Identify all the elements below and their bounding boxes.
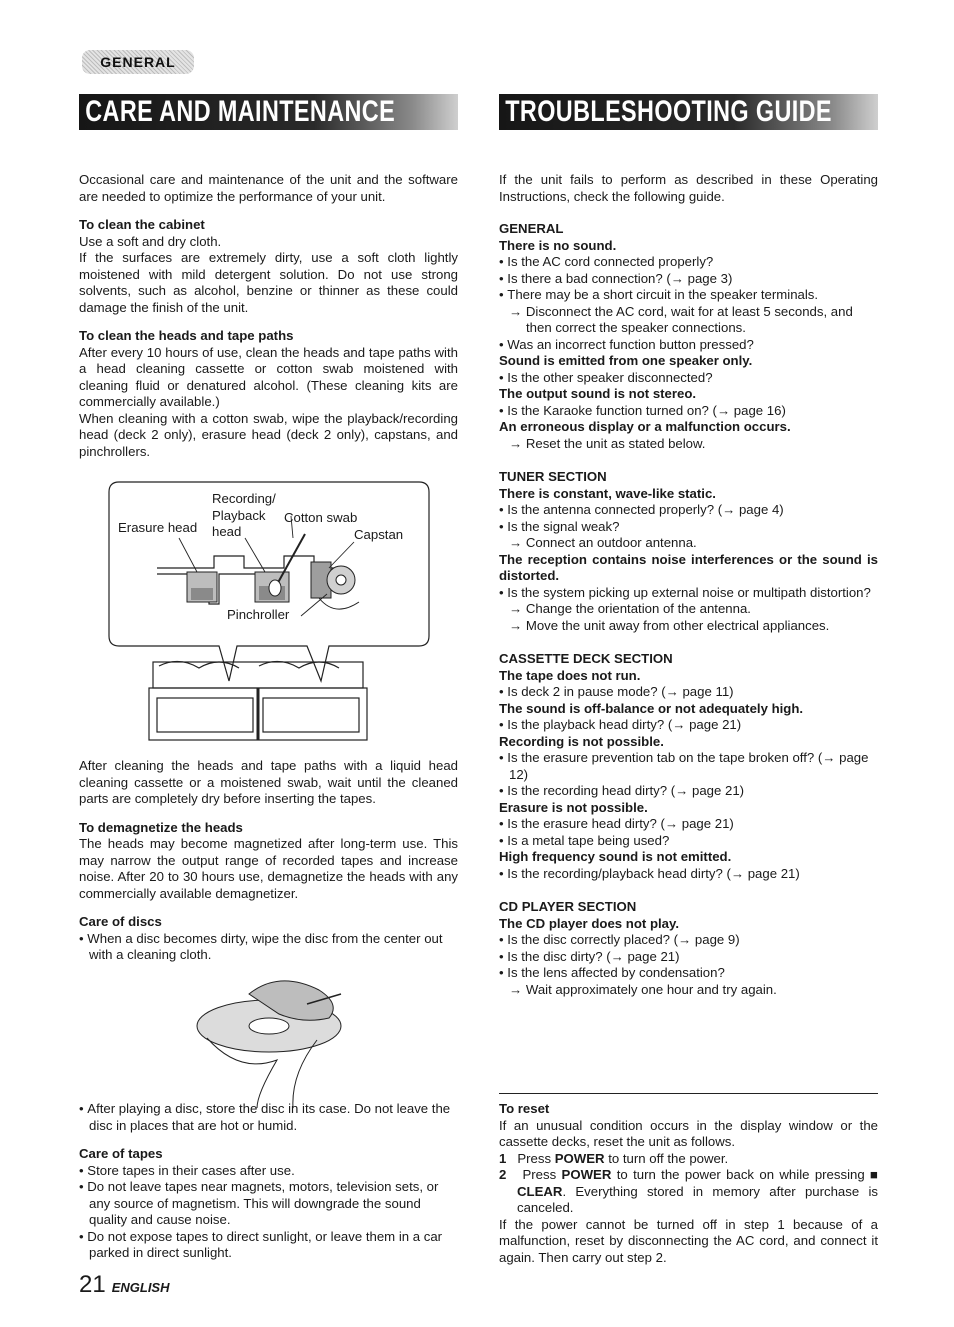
section-tag [82, 50, 194, 74]
general-heading: GENERAL [499, 221, 564, 236]
reset-step-1-pre: Press [517, 1150, 555, 1166]
no-sound-bullet-4: • Was an incorrect function button pressed? [499, 337, 878, 354]
no-sound-heading: There is no sound. [499, 237, 617, 253]
reset-step-1-power: POWER [554, 1150, 605, 1166]
erasure-bullet-1: • Is the erasure head dirty? (→ page 21) [499, 816, 878, 833]
cd-not-play-heading: The CD player does not play. [499, 915, 680, 931]
head-cleaning-illustration [79, 476, 458, 754]
reset-heading: To reset [499, 1101, 550, 1116]
reset-step-2-power: POWER [561, 1167, 612, 1182]
reset-step-1-number: 1 [499, 1150, 507, 1166]
one-speaker-heading: Sound is emitted from one speaker only. [499, 353, 753, 368]
one-speaker-bullet-1: • Is the other speaker disconnected? [499, 370, 878, 387]
page-number: 21 [79, 1271, 106, 1298]
disc-graphic [79, 974, 458, 1108]
care-column [79, 172, 458, 1108]
discs-heading: Care of discs [79, 914, 162, 929]
label-capstan: Capstan [354, 527, 404, 542]
interference-action-1: → Change the orientation of the antenna. [499, 601, 878, 618]
cabinet-heading: To clean the cabinet [79, 217, 205, 232]
discs-bullet-2: • After playing a disc, store the disc in its case. Do not leave the disc in places that are hot or humid. [79, 1101, 458, 1134]
reset-step-2-pre: Press [522, 1167, 562, 1182]
page-footer [79, 1270, 170, 1300]
tape-not-run-heading: The tape does not run. [499, 667, 641, 683]
heads-text-1: After every 10 hours of use, clean the heads and tape paths with a head cleaning cassette or cotton swab moistened with cleaning fluid or denatured alcohol. (These cleaning kits are commercially available.) [79, 344, 458, 409]
erroneous-action-1: → Reset the unit as stated below. [499, 436, 878, 453]
troubleshooting-banner [499, 94, 878, 130]
reset-step-2-number: 2 [499, 1167, 507, 1182]
care-column-bottom [79, 1101, 458, 1262]
erroneous-heading: An erroneous display or a malfunction occurs. [499, 419, 791, 434]
language-label: ENGLISH [111, 1280, 170, 1295]
interference-heading: The reception contains noise interferences or the sound is distorted. [499, 551, 878, 583]
recording-heading: Recording is not possible. [499, 733, 664, 749]
no-sound-action-1: → Disconnect the AC cord, wait for at least 5 seconds, and then correct the speaker connections. [499, 304, 878, 337]
heads-heading: To clean the heads and tape paths [79, 328, 294, 343]
interference-action-2: → Move the unit away from other electrical appliances. [499, 618, 878, 635]
demagnetize-text: The heads may become magnetized after long-term use. This may narrow the output range of recorded tapes and increase noise. After 20 to 30 hours use, demagnetize the heads with any commercially available demagnetizer. [79, 836, 458, 901]
label-erasure-head: Erasure head [118, 520, 198, 535]
label-head: head [212, 524, 242, 539]
cassette-heading: CASSETTE DECK SECTION [499, 651, 673, 666]
not-stereo-bullet-1: • Is the Karaoke function turned on? (→ page 16) [499, 403, 878, 420]
static-heading: There is constant, wave-like static. [499, 485, 716, 501]
offbalance-heading: The sound is off-balance or not adequately high. [499, 700, 804, 716]
recording-bullet-2: • Is the recording head dirty? (→ page 21) [499, 783, 878, 800]
discs-bullet-1: • When a disc becomes dirty, wipe the disc from the center out with a cleaning cloth. [79, 931, 458, 964]
static-action-1: → Connect an outdoor antenna. [499, 535, 878, 552]
erasure-bullet-2: • Is a metal tape being used? [499, 833, 878, 850]
tapes-heading: Care of tapes [79, 1146, 163, 1161]
cd-bullet-2: • Is the disc dirty? (→ page 21) [499, 949, 878, 966]
care-intro: Occasional care and maintenance of the unit and the software are needed to optimize the performance of your unit. [79, 172, 458, 204]
tapes-bullet-3: • Do not expose tapes to direct sunlight, or leave them in a car parked in direct sunlight. [79, 1229, 458, 1262]
cd-heading: CD PLAYER SECTION [499, 899, 637, 914]
cd-bullet-1: • Is the disc correctly placed? (→ page 9) [499, 932, 878, 949]
tapes-bullet-1: • Store tapes in their cases after use. [79, 1163, 458, 1180]
tape-not-run-bullet-1: • Is deck 2 in pause mode? (→ page 11) [499, 684, 878, 701]
reset-divider [499, 1093, 878, 1094]
label-playback: Playback [212, 508, 266, 523]
no-sound-bullet-2: • Is there a bad connection? (→ page 3) [499, 271, 878, 288]
troubleshooting-title: TROUBLESHOOTING GUIDE [505, 95, 832, 128]
reset-section [499, 1101, 878, 1266]
tuner-heading: TUNER SECTION [499, 469, 607, 484]
label-cotton-swab: Cotton swab [284, 510, 358, 525]
interference-bullet-1: • Is the system picking up external noise or multipath distortion? [499, 585, 878, 602]
recording-bullet-1: • Is the erasure prevention tab on the tape broken off? (→ page 12) [499, 750, 878, 783]
care-maintenance-title: CARE AND MAINTENANCE [85, 95, 396, 128]
label-pinchroller: Pinchroller [227, 607, 290, 622]
reset-step-1-post: to turn off the power. [604, 1150, 729, 1166]
reset-step-1 [499, 1151, 878, 1168]
high-frequency-bullet-1: • Is the recording/playback head dirty? (→ page 21) [499, 866, 878, 883]
label-recording: Recording/ [212, 491, 276, 506]
no-sound-bullet-1: • Is the AC cord connected properly? [499, 254, 878, 271]
reset-step-2 [499, 1167, 878, 1217]
disc-wiping-illustration [79, 974, 458, 1108]
offbalance-bullet-1: • Is the playback head dirty? (→ page 21) [499, 717, 878, 734]
high-frequency-heading: High frequency sound is not emitted. [499, 849, 732, 864]
cd-bullet-3: • Is the lens affected by condensation? [499, 965, 878, 982]
reset-intro: If an unusual condition occurs in the display window or the cassette decks, reset the unit as follows. [499, 1117, 878, 1149]
cabinet-text-1: Use a soft and dry cloth. [79, 233, 222, 249]
tapes-bullet-2: • Do not leave tapes near magnets, motors, television sets, or any source of magnetism. This will downgrade the sound quality and cause noise. [79, 1179, 458, 1229]
demagnetize-heading: To demagnetize the heads [79, 819, 243, 835]
not-stereo-heading: The output sound is not stereo. [499, 386, 697, 401]
section-tag-label: GENERAL [100, 54, 176, 70]
reset-step-2-mid: to turn the power back on while pressing ■ [611, 1167, 879, 1182]
cd-action-1: → Wait approximately one hour and try again. [499, 982, 878, 999]
reset-step-2-post: . Everything stored in memory after purchase is canceled. [517, 1183, 878, 1215]
trouble-intro: If the unit fails to perform as described in these Operating Instructions, check the following guide. [499, 172, 878, 204]
care-maintenance-banner [79, 94, 458, 130]
heads-text-2: When cleaning with a cotton swab, wipe the playback/recording head (deck 2 only), erasure head (deck 2 only), capstans, and pinchrollers. [79, 410, 458, 459]
after-cleaning-text: After cleaning the heads and tape paths with a liquid head cleaning cassette or a moistened swab, wait until the cleaned parts are completely dry before inserting the tapes. [79, 758, 458, 806]
reset-step-2-clear: CLEAR [517, 1183, 563, 1199]
erasure-heading: Erasure is not possible. [499, 799, 648, 815]
cabinet-text-2: If the surfaces are extremely dirty, use a soft cloth lightly moistened with mild detergent solution. Do not use strong solvents, such as alcohol, benzine or thinner as these could damage the finish of the unit. [79, 250, 458, 315]
troubleshooting-column [499, 172, 878, 998]
reset-outro: If the power cannot be turned off in step 1 because of a malfunction, reset by disconnecting the AC cord, and connect it again. Then carry out step 2. [499, 1216, 878, 1265]
no-sound-bullet-3: • There may be a short circuit in the speaker terminals. [499, 287, 878, 304]
static-bullet-2: • Is the signal weak? [499, 519, 878, 536]
static-bullet-1: • Is the antenna connected properly? (→ page 4) [499, 502, 878, 519]
